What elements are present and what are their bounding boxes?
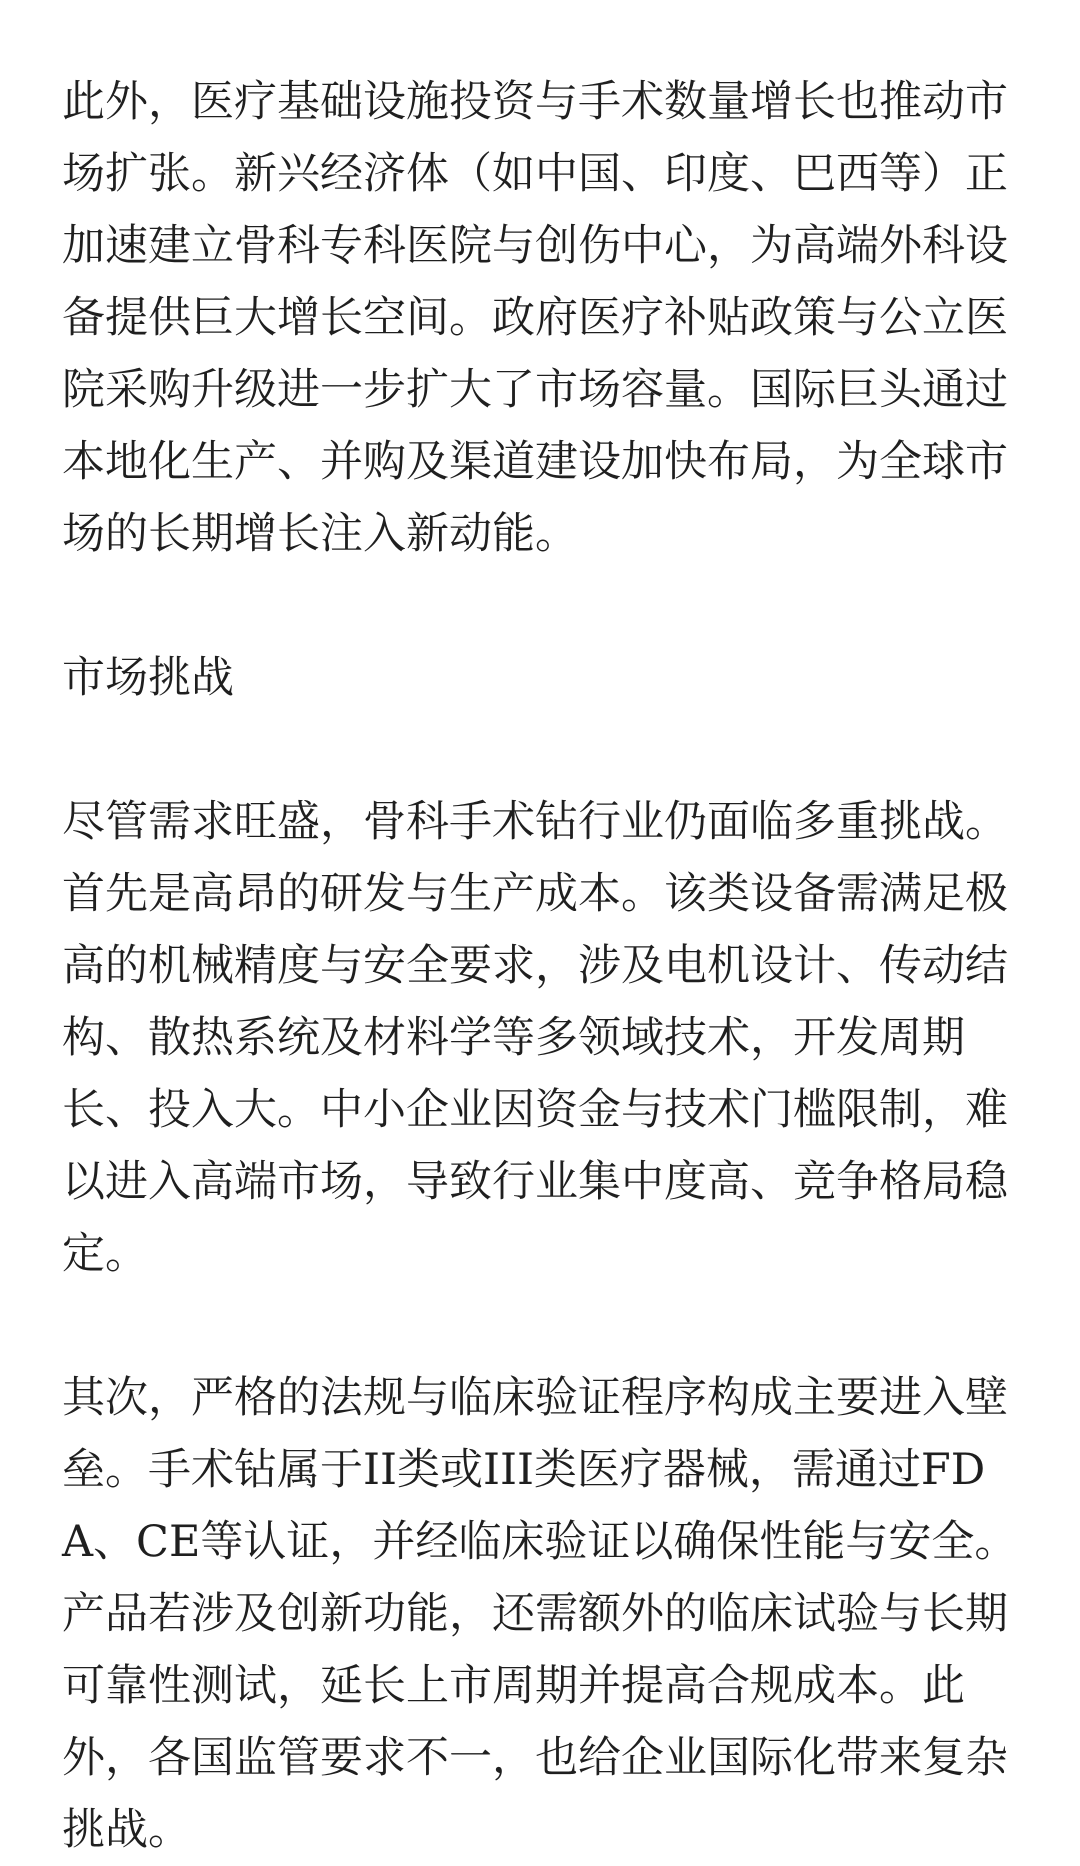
- section-heading-market-challenges: 市场挑战: [62, 653, 234, 703]
- paragraph-cost-challenges: 尽管需求旺盛，骨科手术钻行业仍面临多重挑战。首先是高昂的研发与生产成本。该类设备需满足极高的机械精度与安全要求，涉及电机设计、传动结构、散热系统及材料学等多领域技术，开发周期长、投入大。中小企业因资金与技术门槛限制，难以进入高端市场，导致行业集中度高、竞争格局稳定。: [62, 797, 1008, 1279]
- paragraph-infrastructure-growth: 此外，医疗基础设施投资与手术数量增长也推动市场扩张。新兴经济体（如中国、印度、巴西等）正加速建立骨科专科医院与创伤中心，为高端外科设备提供巨大增长空间。政府医疗补贴政策与公立医院采购升级进一步扩大了市场容量。国际巨头通过本地化生产、并购及渠道建设加快布局，为全球市场的长期增长注入新动能。: [62, 77, 1008, 559]
- paragraph-regulatory-challenges: 其次，严格的法规与临床验证程序构成主要进入壁垒。手术钻属于II类或III类医疗器械，需通过FDA、CE等认证，并经临床验证以确保性能与安全。产品若涉及创新功能，还需额外的临床试验与长期可靠性测试，延长上市周期并提高合规成本。此外，各国监管要求不一，也给企业国际化带来复杂挑战。: [62, 1373, 1018, 1855]
